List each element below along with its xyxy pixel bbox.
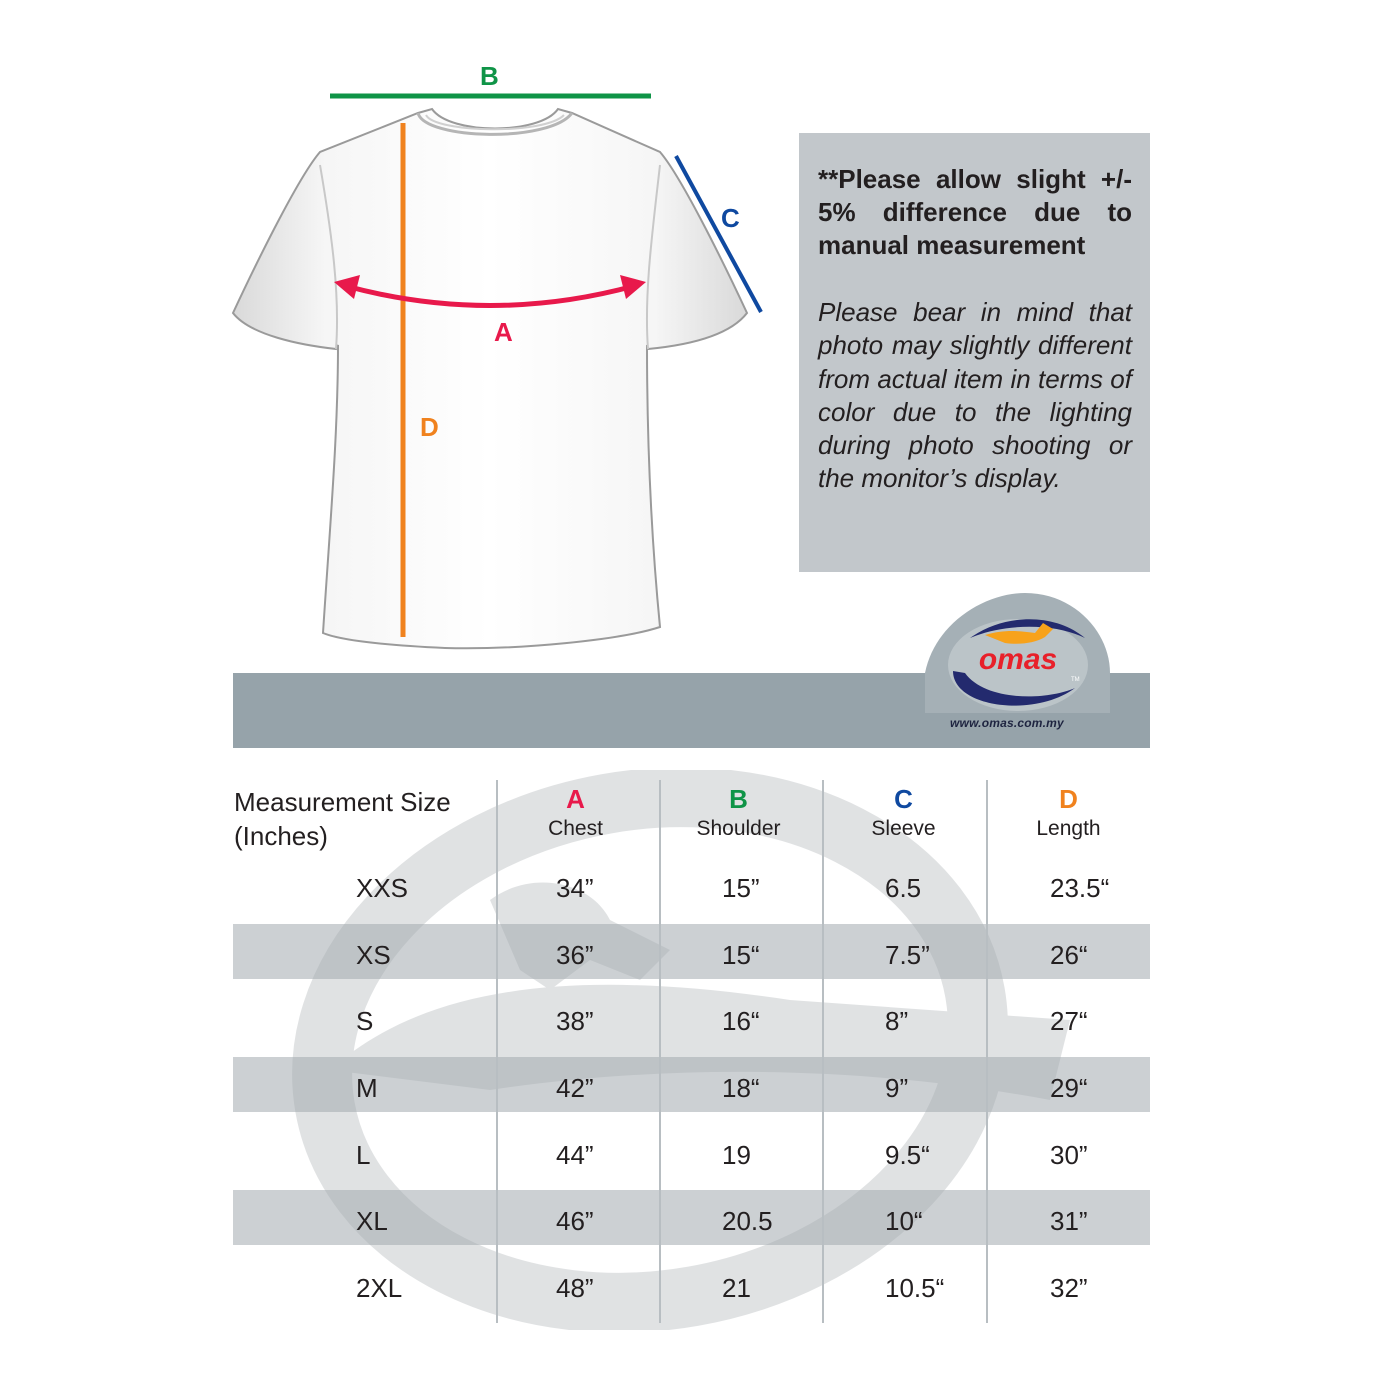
column-letter-a: A [566, 784, 585, 814]
value-cell-shoulder: 18“ [722, 1073, 760, 1103]
size-cell: S [356, 1006, 374, 1036]
column-letter-b: B [729, 784, 748, 814]
logo-wordmark: omas [978, 643, 1058, 676]
value-cell-sleeve: 10.5“ [885, 1273, 945, 1303]
column-divider [659, 780, 661, 1323]
measurement-size-label-line2: (Inches) [234, 821, 328, 851]
value-cell-length: 26“ [1050, 940, 1088, 970]
value-cell-chest: 44” [556, 1140, 594, 1170]
column-divider [822, 780, 824, 1323]
value-cell-sleeve: 9.5“ [885, 1140, 930, 1170]
value-cell-chest: 48” [556, 1273, 594, 1303]
column-name-shoulder: Shoulder [696, 817, 781, 840]
measurement-size-label-line1: Measurement Size [234, 787, 451, 817]
value-cell-length: 30” [1050, 1140, 1088, 1170]
measurement-note-panel [799, 133, 1150, 572]
value-cell-sleeve: 9” [885, 1073, 909, 1103]
value-cell-length: 23.5“ [1050, 873, 1110, 903]
value-cell-sleeve: 8” [885, 1006, 909, 1036]
label-c: C [721, 203, 740, 233]
column-divider [986, 780, 988, 1323]
column-letter-d: D [1059, 784, 1078, 814]
omas-watermark-logo [290, 770, 1090, 1330]
label-d: D [420, 412, 439, 442]
value-cell-shoulder: 15” [722, 873, 760, 903]
size-cell: M [356, 1073, 378, 1103]
note-color-disclaimer: Please bear in mind that photo may slightly different from actual item in terms of color due to the lighting during photo shooting or the monitor’s display. [818, 297, 1132, 494]
value-cell-chest: 34” [556, 873, 594, 903]
value-cell-length: 29“ [1050, 1073, 1088, 1103]
value-cell-length: 32” [1050, 1273, 1088, 1303]
size-cell: XL [356, 1206, 388, 1236]
value-cell-length: 31” [1050, 1206, 1088, 1236]
label-a: A [494, 317, 513, 347]
value-cell-shoulder: 19 [722, 1140, 751, 1170]
value-cell-sleeve: 10“ [885, 1206, 923, 1236]
size-cell: XS [356, 940, 391, 970]
column-name-sleeve: Sleeve [871, 817, 936, 840]
measurement-size-label [234, 785, 451, 853]
size-cell: L [356, 1140, 371, 1170]
size-cell: 2XL [356, 1273, 403, 1303]
column-name-length: Length [1036, 817, 1101, 840]
omas-logo [925, 593, 1125, 713]
tshirt-measurement-diagram [220, 55, 780, 655]
value-cell-chest: 38” [556, 1006, 594, 1036]
value-cell-shoulder: 21 [722, 1273, 751, 1303]
value-cell-shoulder: 16“ [722, 1006, 760, 1036]
note-tolerance-text: **Please allow slight +/- 5% difference due to manual measurement [818, 164, 1132, 260]
size-cell: XXS [356, 873, 409, 903]
tshirt-illustration [233, 109, 747, 648]
value-cell-chest: 46” [556, 1206, 594, 1236]
column-letter-c: C [894, 784, 913, 814]
website-url: www.omas.com.my [950, 716, 1064, 730]
value-cell-chest: 36” [556, 940, 594, 970]
column-name-chest: Chest [548, 817, 603, 840]
value-cell-chest: 42” [556, 1073, 594, 1103]
value-cell-length: 27“ [1050, 1006, 1088, 1036]
column-divider [496, 780, 498, 1323]
value-cell-sleeve: 7.5” [885, 940, 930, 970]
value-cell-shoulder: 15“ [722, 940, 760, 970]
label-b: B [480, 61, 499, 91]
value-cell-sleeve: 6.5 [885, 873, 922, 903]
value-cell-shoulder: 20.5 [722, 1206, 773, 1236]
trademark-mark: TM [1071, 677, 1080, 683]
